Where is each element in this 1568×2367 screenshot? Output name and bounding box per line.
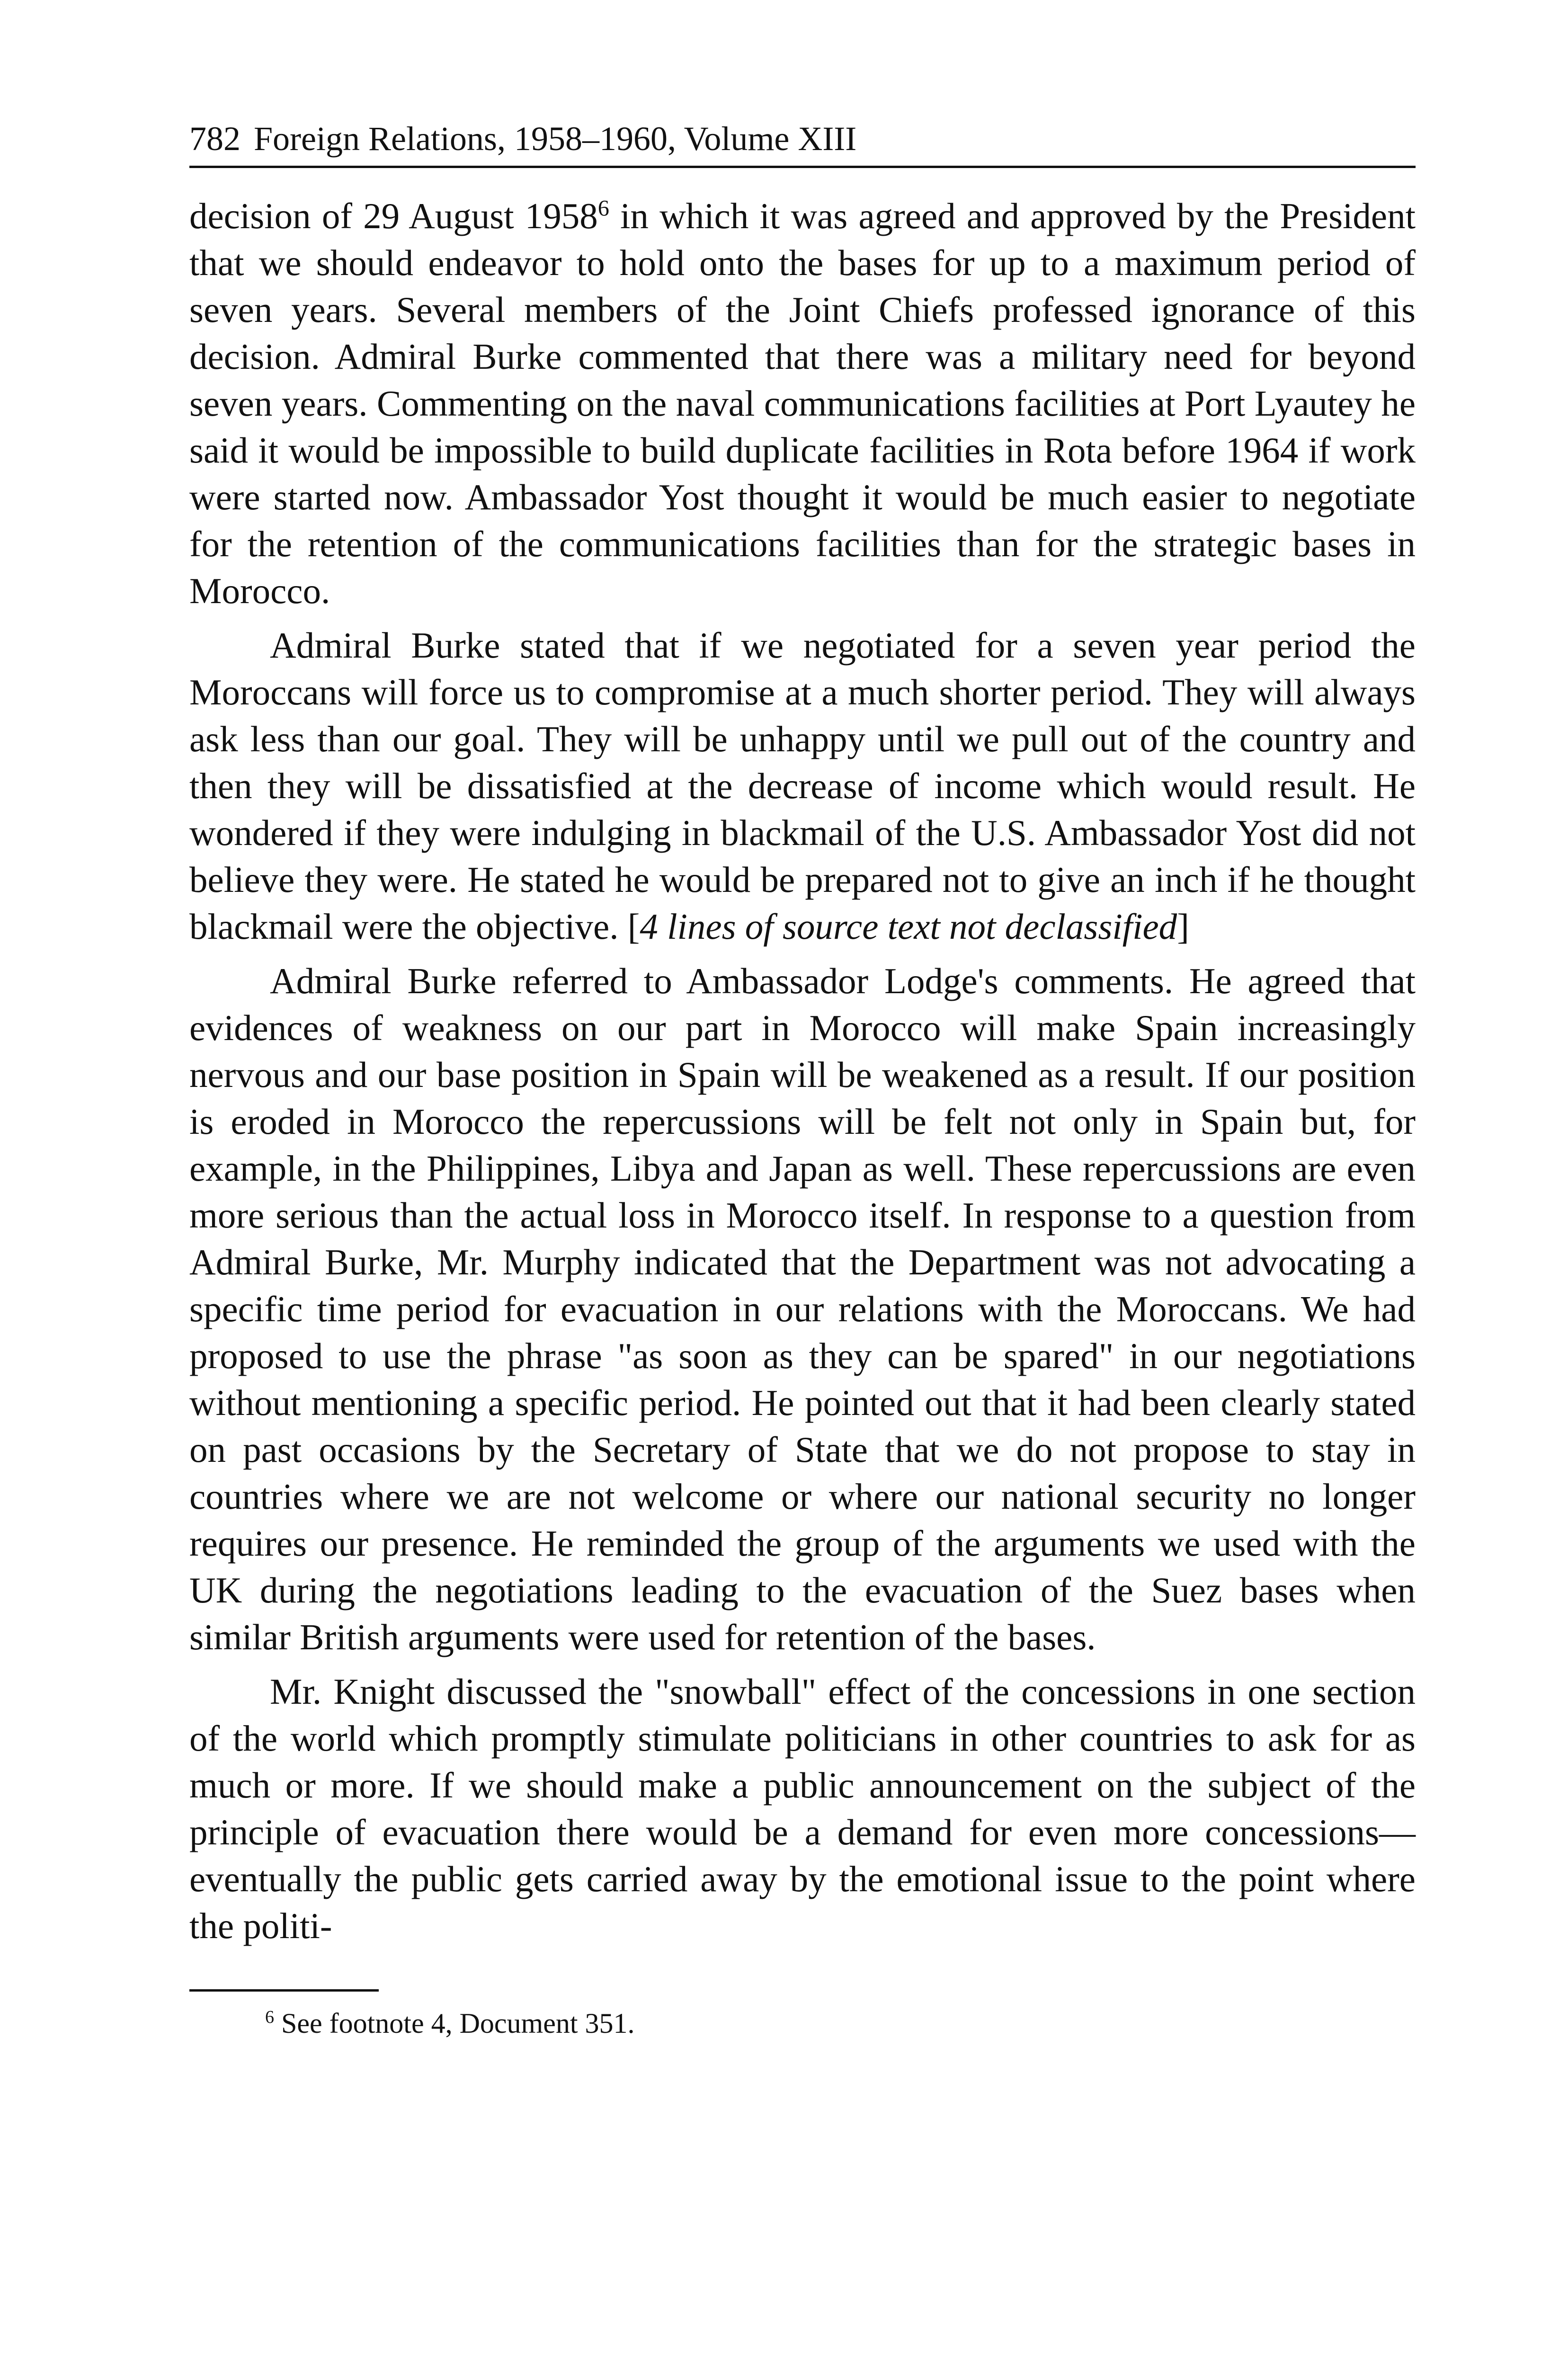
page xyxy=(189,118,1416,2042)
running-title: Foreign Relations, 1958–1960, Volume XIII xyxy=(254,120,857,158)
page-number: 782 xyxy=(189,120,241,158)
paragraph-3 xyxy=(189,958,1416,1661)
running-header xyxy=(189,118,1416,168)
body-text xyxy=(189,193,1416,1949)
footnote-divider xyxy=(189,1989,379,1992)
footnote-marker: 6 xyxy=(265,2007,274,2028)
declassification-note: 4 lines of source text not declassified xyxy=(640,906,1177,947)
paragraph-3-text: Admiral Burke referred to Ambassador Lodge's comments. He agreed that evidences of weakness on our part in Morocco will make Spain increasingly nervous and our base position in Spain will be weakened as a result. If our position is eroded in Morocco the repercussions will be felt not only in Spain but, for example, in the Philippines, Libya and Japan as well. These repercussions are even more serious than the actual loss in Morocco itself. In response to a question from Admiral Burke, Mr. Murphy indicated that the Department was not advocating a specific time period for evacuation in our relations with the Moroccans. We had proposed to use the phrase "as soon as they can be spared" in our negotiations without mentioning a specific period. He pointed out that it had been clearly stated on past occasions by the Secretary of State that we do not propose to stay in countries where we are not welcome or where our national security no longer requires our presence. He reminded the group of the arguments we used with the UK during the negotiations leading to the evacuation of the Suez bases when similar British arguments were used for retention of the bases. xyxy=(189,961,1416,1658)
paragraph-4 xyxy=(189,1668,1416,1949)
footnote-reference: 6 xyxy=(597,196,609,221)
paragraph-2 xyxy=(189,622,1416,950)
paragraph-4-text: Mr. Knight discussed the "snowball" effect of the concessions in one section of the world which promptly stimulate politicians in other countries to ask for as much or more. If we should make a public announcement on the subject of the principle of evacuation there would be a demand for even more concessions—eventually the public gets carried away by the emotional issue to the point where the politi- xyxy=(189,1671,1416,1947)
paragraph-1-rest: in which it was agreed and approved by the President that we should endeavor to hold onto the bases for up to a maximum period of seven years. Several members of the Joint Chiefs professed ignorance of this decision. Admiral Burke commented that there was a military need for beyond seven years. Commenting on the naval communications facilities at Port Lyautey he said it would be impossible to build duplicate facilities in Rota before 1964 if work were started now. Ambassador Yost thought it would be much easier to negotiate for the retention of the communications facilities than for the strategic bases in Morocco. xyxy=(189,196,1416,612)
paragraph-1 xyxy=(189,193,1416,614)
footnote-text: See footnote 4, Document 351. xyxy=(281,2008,635,2039)
paragraph-1-start: decision of 29 August 1958 xyxy=(189,196,598,237)
footnote xyxy=(189,2005,1416,2042)
paragraph-2-text: Admiral Burke stated that if we negotiated for a seven year period the Moroccans will force us to compromise at a much shorter period. They will always ask less than our goal. They will be unhappy until we pull out of the country and then they will be dissatisfied at the decrease of income which would result. He wondered if they were indulging in blackmail of the U.S. Ambassador Yost did not believe they were. He stated he would be prepared not to give an inch if he thought blackmail were the objective. [ xyxy=(189,625,1416,947)
bracket-close: ] xyxy=(1177,906,1189,947)
